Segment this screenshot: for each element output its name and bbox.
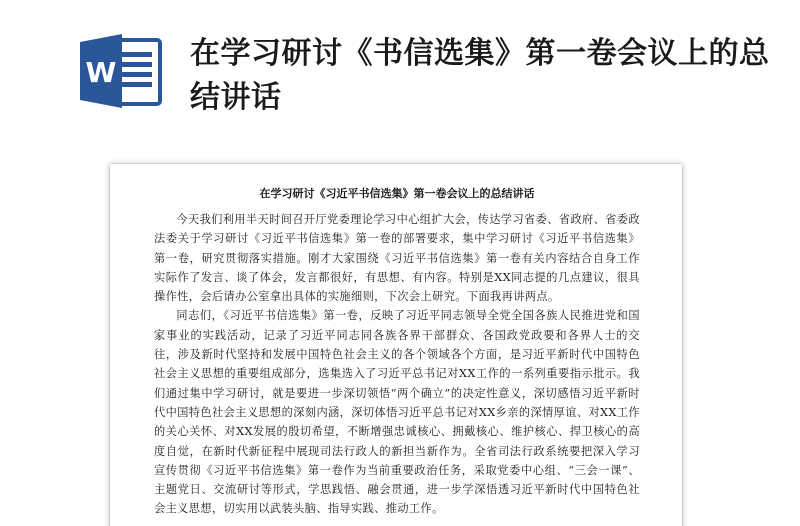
word-document-icon — [78, 32, 164, 110]
document-body — [154, 186, 640, 519]
document-page — [110, 164, 682, 526]
page-title: 在学习研讨《书信选集》第一卷会议上的总结讲话 — [190, 36, 770, 115]
document-title: 在学习研讨《习近平书信选集》第一卷会议上的总结讲话 — [259, 187, 535, 200]
word-icon-letter: W — [85, 56, 117, 89]
document-paragraph-1: 今天我们利用半天时间召开厅党委理论学习中心组扩大会，传达学习省委、省政府、省委政法委关于学习研讨《习近平书信选集》第一卷的部署要求，集中学习研讨《习近平书信选集》第一卷，研究贯彻落实措施。刚才大家围绕《习近平书信选集》第一卷有关内容结合自身工作实际作了发言、谈了体会，发言都很好，有思想、有内容。特别是XX同志提的几点建议，很具操作性，会后请办公室拿出具体的实施细则，下次会上研究。下面我再讲两点。 — [154, 213, 640, 304]
document-paragraph-2: 同志们，《习近平书信选集》第一卷，反映了习近平同志领导全党全国各族人民推进党和国家事业的实践活动，记录了习近平同志同各族各界干部群众、各国政党政要和各界人士的交往，涉及新时代坚持和发展中国特色社会主义的各个领域各个方面，是习近平新时代中国特色社会主义思想的重要组成部分，选集选入了习近平总书记对XX工作的一系列重要指示批示。我们通过集中学习研讨，就是要进一步深切领悟“两个确立”的决定性意义，深切感悟习近平新时代中国特色社会主义思想的深刻内涵，深切体悟习近平总书记对XX乡亲的深情厚谊、对XX工作的关心关怀、对XX发展的殷切希望，不断增强忠诚核心、拥戴核心、维护核心、捍卫核心的高度自觉，在新时代新征程中展现司法行政人的新担当新作为。全省司法行政系统要把深入学习宣传贯彻《习近平书信选集》第一卷作为当前重要政治任务，采取党委中心组、“三会一课”、主题党日、交流研讨等形式，学思践悟、融会贯通，进一步学深悟透习近平新时代中国特色社会主义思想，切实用以武装头脑、指导实践、推动工作。 — [154, 309, 640, 516]
